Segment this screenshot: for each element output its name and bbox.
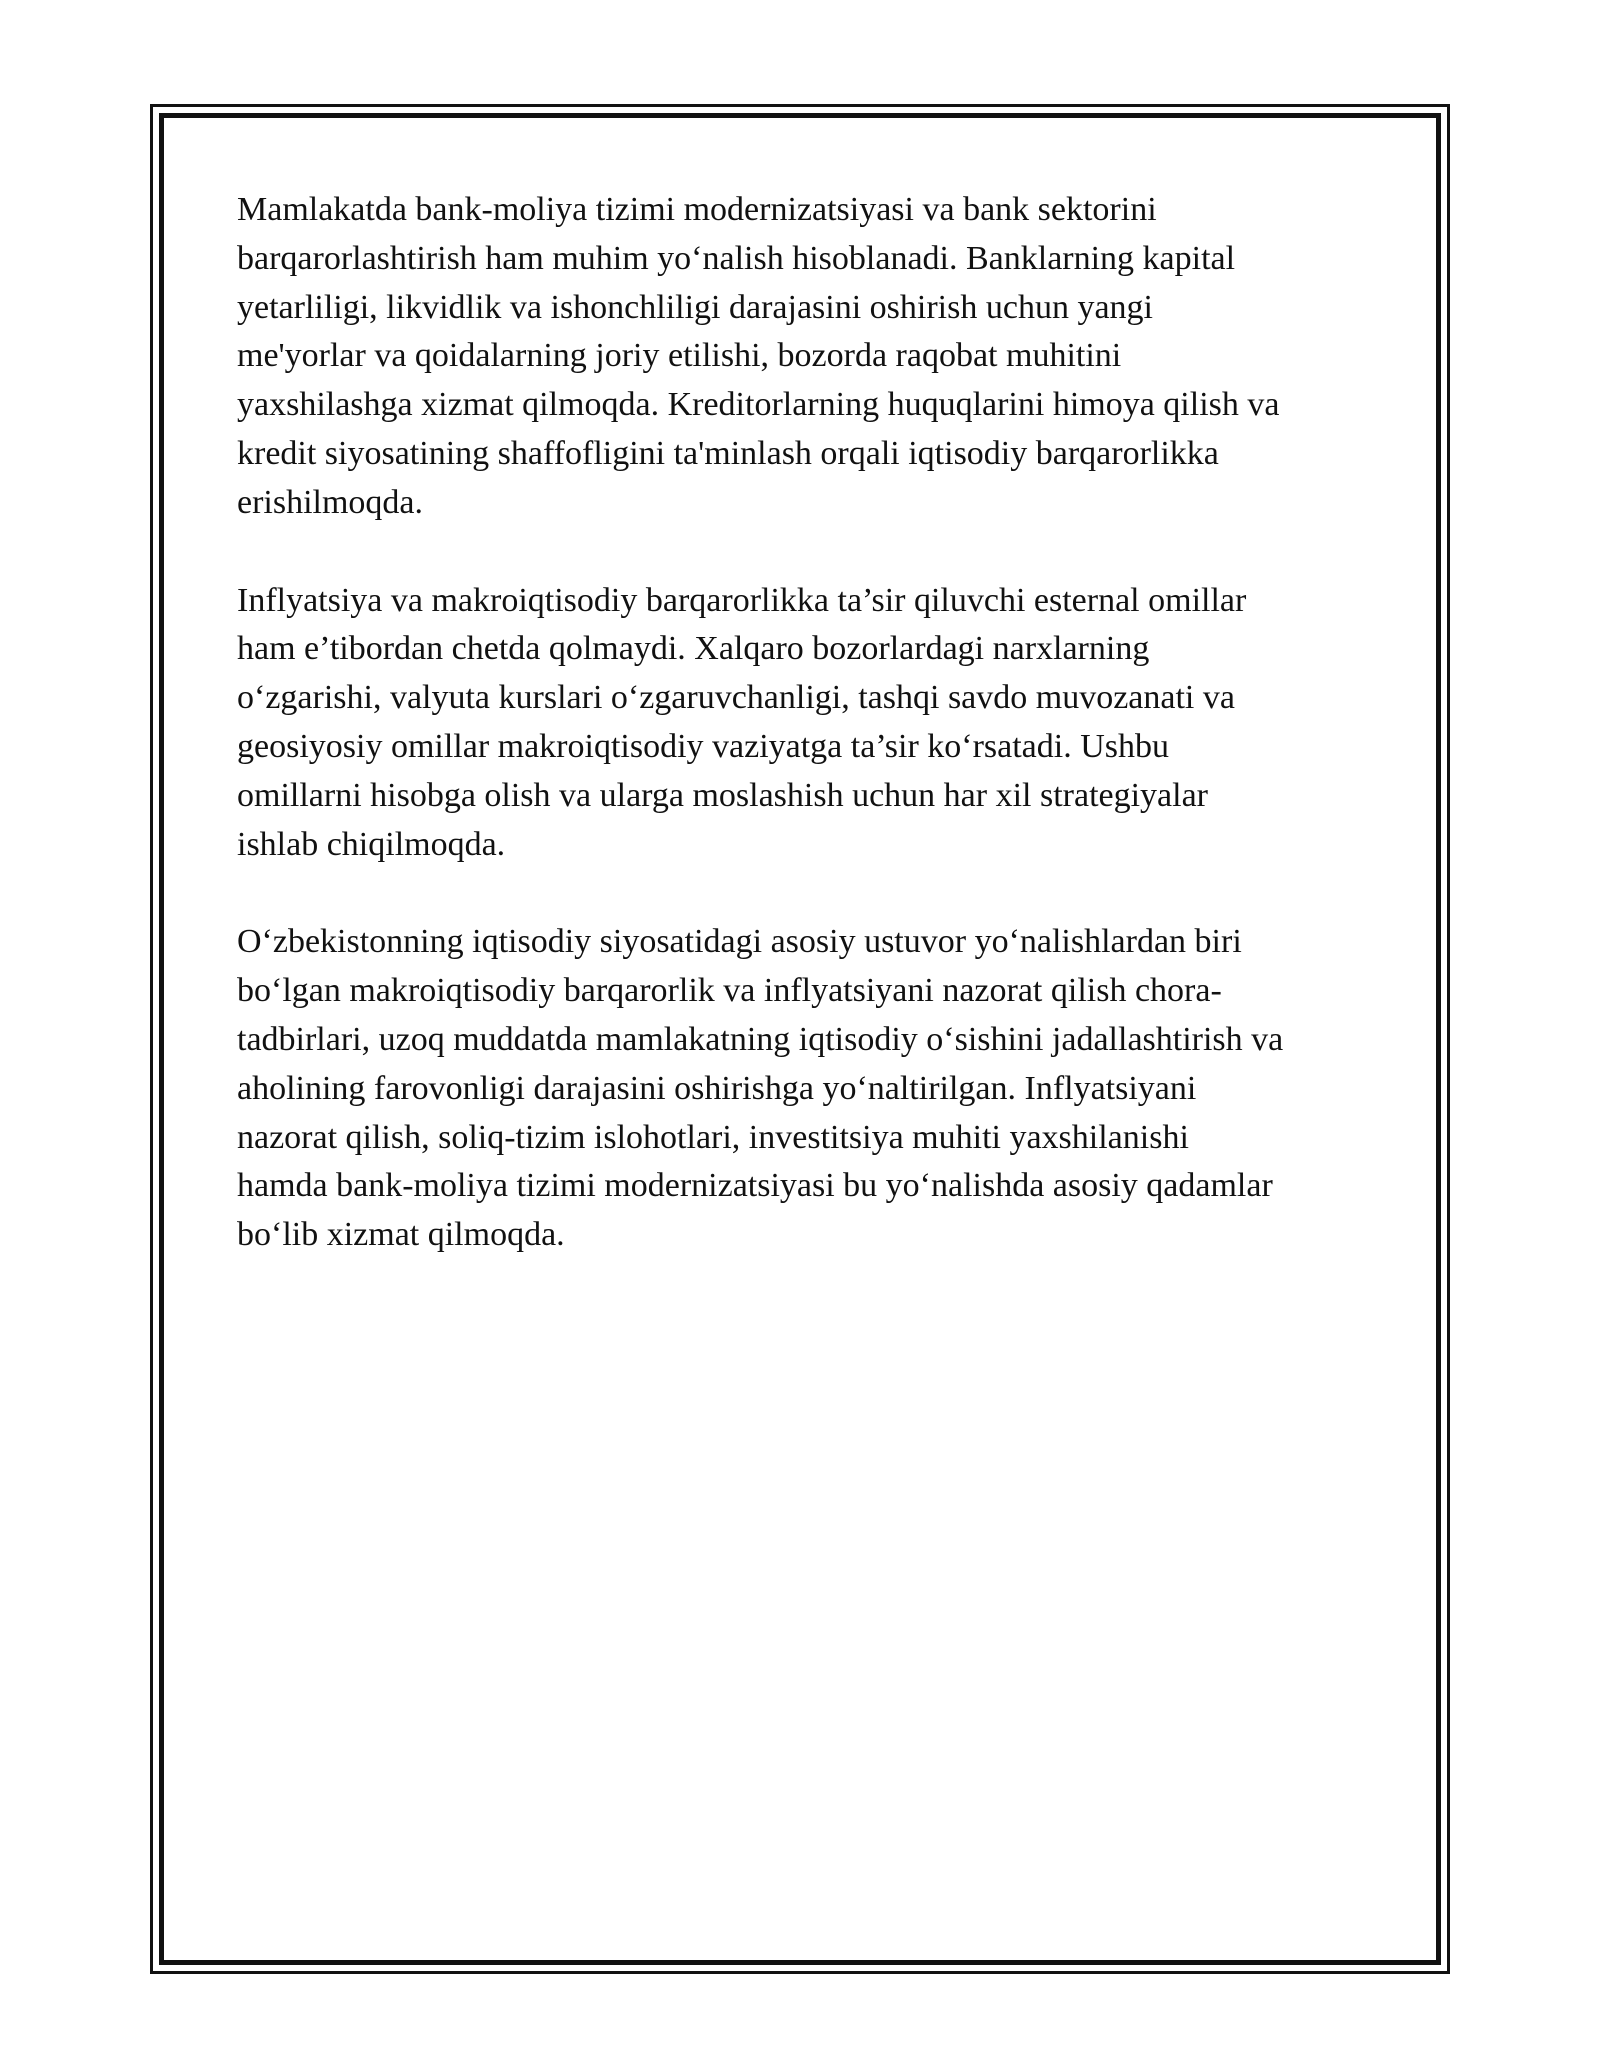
paragraph-external-factors: Inflyatsiya va makroiqtisodiy barqarorlikka ta’sir qiluvchi esternal omillar ham e’tibordan chetda qolmaydi. Xalqaro bozorlardagi narxlarning o‘zgarishi, valyuta kurslari o‘zgaruvchanligi, tashqi savdo muvozanati va geosiyosiy omillar makroiqtisodiy vaziyatga ta’sir ko‘rsatadi. Ushbu omillarni hisobga olish va ularga moslashish uchun har xil strategiyalar ishlab chiqilmoqda. [237,581,1247,863]
paragraph-banking-modernization: Mamlakatda bank-moliya tizimi modernizatsiyasi va bank sektorini barqarorlashtirish ham muhim yo‘nalish hisoblanadi. Banklarning kapital yetarliligi, likvidlik va ishonchliligi darajasini oshirish uchun yangi me'yorlar va qoidalarning joriy etilishi, bozorda raqobat muhitini yaxshilashga xizmat qilmoqda. Kreditorlarning huquqlarini himoya qilish va kredit siyosatining shaffofligini ta'minlash orqali iqtisodiy barqarorlikka erishilmoqda. [237,191,1280,521]
paragraph-economic-policy-priorities: O‘zbekistonning iqtisodiy siyosatidagi asosiy ustuvor yo‘nalishlardan biri bo‘lgan makroiqtisodiy barqarorlik va inflyatsiyani nazorat qilish chora- tadbirlari, uzoq muddatda mamlakatning iqtisodiy o‘sishini jadallashtirish va aholining farovonligi darajasini oshirishga yo‘naltirilgan. Inflyatsiyani nazorat qilish, soliq-tizim islohotlari, investitsiya muhiti yaxshilanishi hamda bank-moliya tizimi modernizatsiyasi bu yo‘nalishda asosiy qadamlar bo‘lib xizmat qilmoqda. [237,923,1284,1254]
document-body [237,186,1377,1309]
